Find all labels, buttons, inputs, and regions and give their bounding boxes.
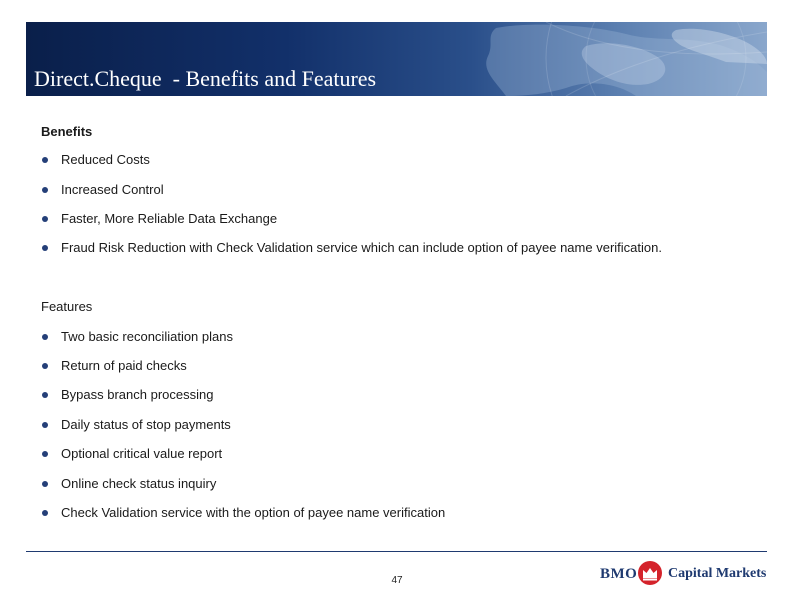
page-title: Direct.Cheque - Benefits and Features	[34, 66, 377, 91]
list-item-text: Check Validation service with the option of payee name verification	[61, 505, 446, 520]
list-item-text: Faster, More Reliable Data Exchange	[61, 211, 278, 226]
list-item-text: Bypass branch processing	[61, 387, 214, 402]
bullet-icon	[42, 481, 48, 487]
header-banner	[26, 22, 767, 96]
page-number: 47	[391, 575, 403, 586]
features-heading: Features	[41, 299, 93, 314]
bullet-icon	[42, 187, 48, 193]
list-item-text: Fraud Risk Reduction with Check Validation service which can include option of payee name verification.	[61, 240, 662, 255]
bullet-icon	[42, 392, 48, 398]
bullet-icon	[42, 363, 48, 369]
list-item-text: Online check status inquiry	[61, 476, 217, 491]
bmo-capital-markets-logo	[598, 560, 770, 586]
benefits-heading: Benefits	[41, 124, 93, 139]
list-item-text: Return of paid checks	[61, 358, 187, 373]
list-item-text: Optional critical value report	[61, 446, 223, 461]
bullet-icon	[42, 334, 48, 340]
bmo-roundel-icon	[638, 561, 662, 585]
list-item-text: Increased Control	[61, 182, 164, 197]
footer-divider	[26, 551, 767, 552]
list-item-text: Daily status of stop payments	[61, 417, 231, 432]
bullet-icon	[42, 245, 48, 251]
bullet-icon	[42, 451, 48, 457]
bullet-icon	[42, 510, 48, 516]
logo-capital-markets-text: Capital Markets	[668, 566, 767, 581]
list-item-text: Reduced Costs	[61, 152, 150, 167]
list-item-text: Two basic reconciliation plans	[61, 329, 233, 344]
bullet-icon	[42, 157, 48, 163]
bullet-icon	[42, 422, 48, 428]
bullet-icon	[42, 216, 48, 222]
logo-bmo-text: BMO	[600, 566, 638, 582]
